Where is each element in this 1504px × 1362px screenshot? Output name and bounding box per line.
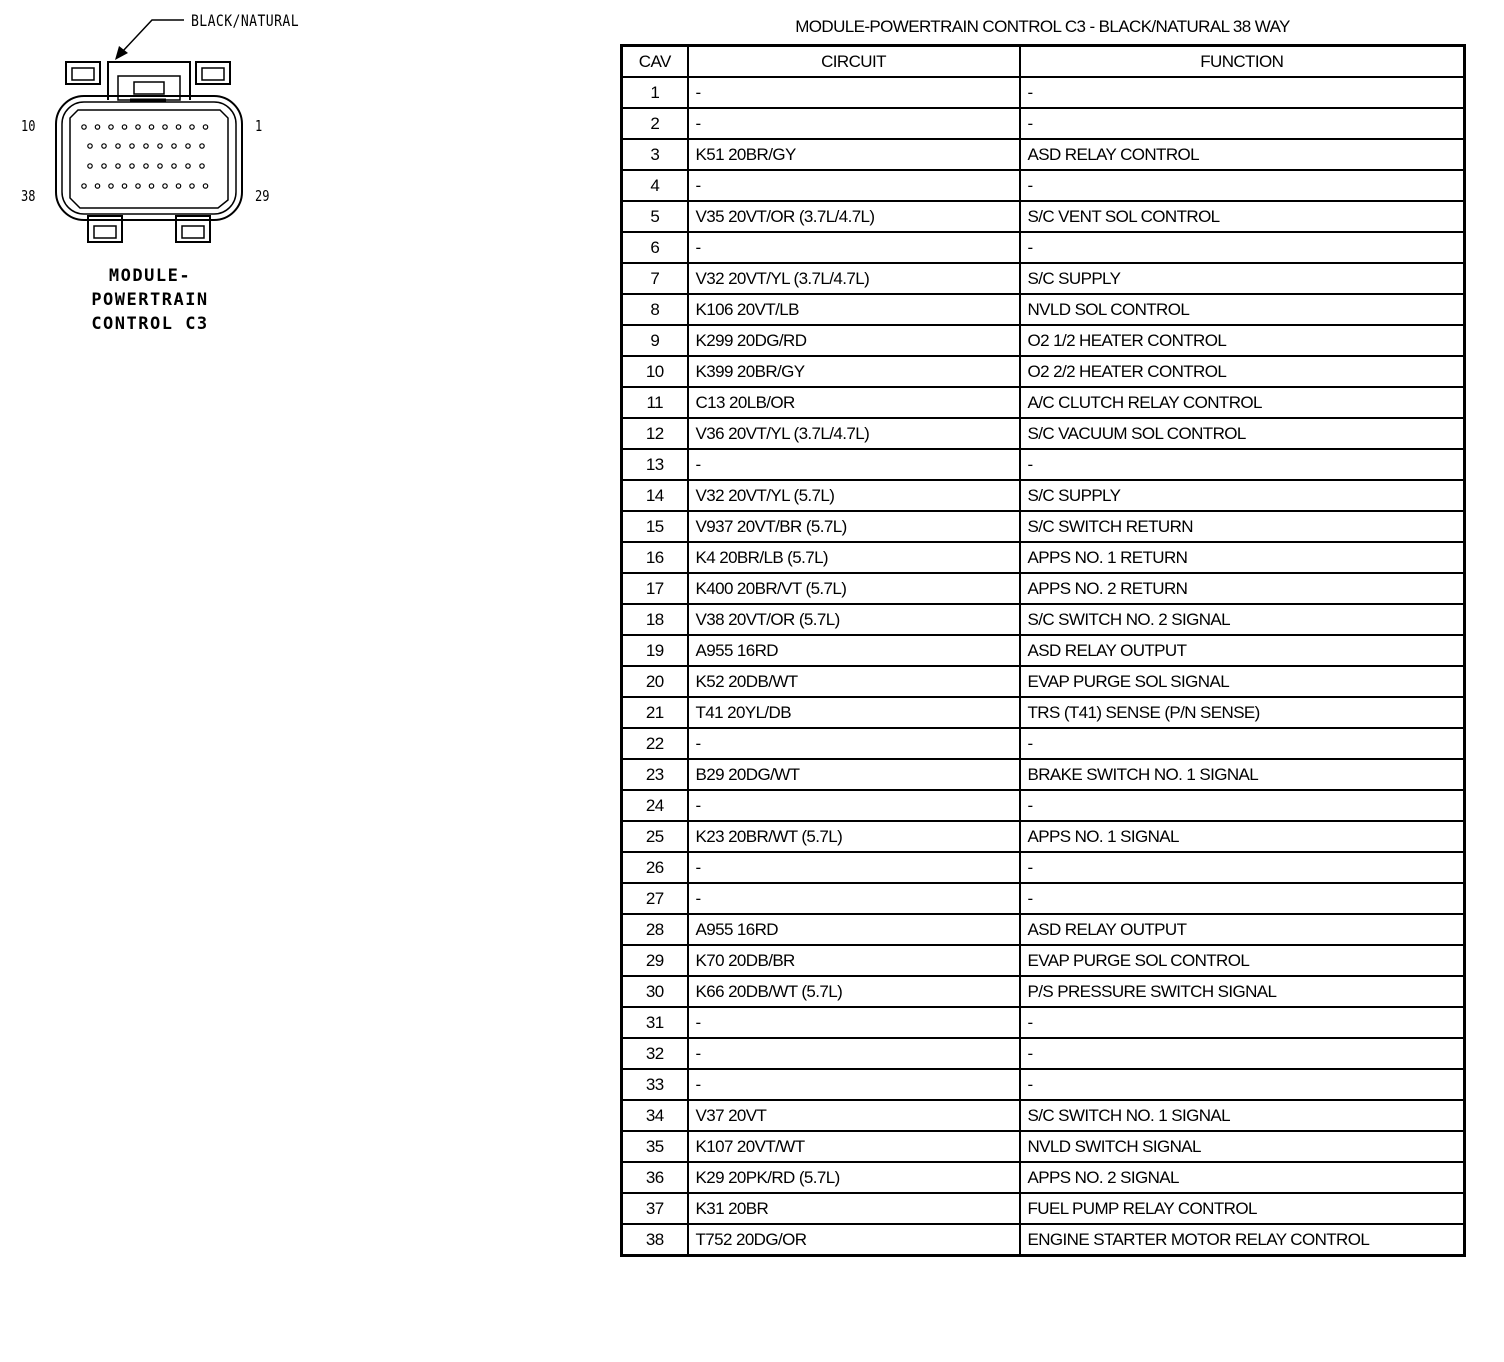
cavity-dot (186, 144, 190, 148)
table-row (622, 325, 1465, 356)
cavity-dot (172, 144, 176, 148)
cavity-dot (203, 125, 207, 129)
function-cell: EVAP PURGE SOL CONTROL (1020, 945, 1465, 976)
function-cell: - (1020, 883, 1465, 914)
cavity-dot (149, 184, 153, 188)
function-cell: ENGINE STARTER MOTOR RELAY CONTROL (1020, 1224, 1465, 1256)
circuit-cell: - (688, 449, 1020, 480)
circuit-cell: - (688, 728, 1020, 759)
circuit-cell: K399 20BR/GY (688, 356, 1020, 387)
cavity-dot (136, 184, 140, 188)
cav-cell: 37 (622, 1193, 688, 1224)
cavity-dot (122, 125, 126, 129)
cavity-dot (88, 164, 92, 168)
header-circuit: CIRCUIT (688, 46, 1020, 78)
cav-cell: 5 (622, 201, 688, 232)
cavity-dot (116, 144, 120, 148)
table-row (622, 635, 1465, 666)
circuit-cell: V38 20VT/OR (5.7L) (688, 604, 1020, 635)
cav-cell: 9 (622, 325, 688, 356)
table-row (622, 356, 1465, 387)
cavity-dot (144, 144, 148, 148)
pin-label-top-right: 1 (255, 117, 263, 135)
table-header-row (622, 46, 1465, 78)
circuit-cell: A955 16RD (688, 635, 1020, 666)
cavity-dot (130, 164, 134, 168)
cav-cell: 20 (622, 666, 688, 697)
cav-cell: 11 (622, 387, 688, 418)
cavity-dot (200, 164, 204, 168)
cavity-dot (95, 184, 99, 188)
cavity-dot (203, 184, 207, 188)
cavity-dot (102, 164, 106, 168)
table-row (622, 697, 1465, 728)
function-cell: ASD RELAY OUTPUT (1020, 635, 1465, 666)
table-row (622, 232, 1465, 263)
cavity-dot (190, 125, 194, 129)
function-cell: ASD RELAY OUTPUT (1020, 914, 1465, 945)
table-row (622, 139, 1465, 170)
cavity-dot (122, 184, 126, 188)
module-caption-line: CONTROL C3 (91, 314, 209, 334)
connector-color-callout: BLACK/NATURAL (191, 11, 300, 30)
cavity-dot (158, 164, 162, 168)
function-cell: - (1020, 170, 1465, 201)
cavity-dot (82, 184, 86, 188)
pin-label-bottom-right: 29 (255, 187, 270, 205)
circuit-cell: K106 20VT/LB (688, 294, 1020, 325)
table-row (622, 77, 1465, 108)
pinout-table-title: MODULE-POWERTRAIN CONTROL C3 - BLACK/NATURAL 38 WAY (795, 17, 1290, 36)
circuit-cell: K29 20PK/RD (5.7L) (688, 1162, 1020, 1193)
circuit-cell: K107 20VT/WT (688, 1131, 1020, 1162)
function-cell: BRAKE SWITCH NO. 1 SIGNAL (1020, 759, 1465, 790)
function-cell: APPS NO. 1 SIGNAL (1020, 821, 1465, 852)
circuit-cell: A955 16RD (688, 914, 1020, 945)
function-cell: - (1020, 790, 1465, 821)
circuit-cell: - (688, 790, 1020, 821)
table-row (622, 666, 1465, 697)
circuit-cell: K66 20DB/WT (5.7L) (688, 976, 1020, 1007)
cav-cell: 22 (622, 728, 688, 759)
cavity-dot (102, 144, 106, 148)
module-caption-line: POWERTRAIN (91, 290, 209, 310)
table-row (622, 1100, 1465, 1131)
function-cell: - (1020, 852, 1465, 883)
table-row (622, 1193, 1465, 1224)
table-row (622, 1224, 1465, 1256)
cavity-dot (116, 164, 120, 168)
callout-leader-line (122, 20, 184, 52)
cav-cell: 4 (622, 170, 688, 201)
cavity-dots (82, 125, 208, 188)
cav-cell: 18 (622, 604, 688, 635)
circuit-cell: K70 20DB/BR (688, 945, 1020, 976)
connector-face-drawing (0, 0, 330, 250)
table-row (622, 1007, 1465, 1038)
right-bottom-foot-inner (182, 226, 204, 238)
table-row (622, 511, 1465, 542)
cav-cell: 27 (622, 883, 688, 914)
function-cell: S/C VENT SOL CONTROL (1020, 201, 1465, 232)
circuit-cell: - (688, 77, 1020, 108)
cav-cell: 1 (622, 77, 688, 108)
left-bottom-foot-inner (94, 226, 116, 238)
table-row (622, 1069, 1465, 1100)
table-row (622, 1131, 1465, 1162)
table-row (622, 852, 1465, 883)
cav-cell: 21 (622, 697, 688, 728)
circuit-cell: K4 20BR/LB (5.7L) (688, 542, 1020, 573)
cavity-dot (149, 125, 153, 129)
cav-cell: 13 (622, 449, 688, 480)
connector-housing-outer (56, 96, 242, 220)
function-cell: S/C SUPPLY (1020, 263, 1465, 294)
circuit-cell: - (688, 232, 1020, 263)
function-cell: NVLD SWITCH SIGNAL (1020, 1131, 1465, 1162)
cav-cell: 29 (622, 945, 688, 976)
circuit-cell: - (688, 170, 1020, 201)
module-caption (60, 264, 240, 336)
cavity-dot (172, 164, 176, 168)
function-cell: O2 1/2 HEATER CONTROL (1020, 325, 1465, 356)
circuit-cell: K299 20DG/RD (688, 325, 1020, 356)
cavity-dot (158, 144, 162, 148)
table-row (622, 604, 1465, 635)
function-cell: APPS NO. 2 SIGNAL (1020, 1162, 1465, 1193)
circuit-cell: K52 20DB/WT (688, 666, 1020, 697)
cav-cell: 36 (622, 1162, 688, 1193)
circuit-cell: K51 20BR/GY (688, 139, 1020, 170)
circuit-cell: - (688, 883, 1020, 914)
cav-cell: 34 (622, 1100, 688, 1131)
function-cell: S/C SWITCH RETURN (1020, 511, 1465, 542)
table-row (622, 449, 1465, 480)
cav-cell: 14 (622, 480, 688, 511)
cavity-dot (130, 144, 134, 148)
cav-cell: 6 (622, 232, 688, 263)
connector-diagram (0, 0, 330, 340)
cav-cell: 19 (622, 635, 688, 666)
cav-cell: 23 (622, 759, 688, 790)
table-row (622, 542, 1465, 573)
circuit-cell: K31 20BR (688, 1193, 1020, 1224)
circuit-cell: V35 20VT/OR (3.7L/4.7L) (688, 201, 1020, 232)
function-cell: S/C SWITCH NO. 1 SIGNAL (1020, 1100, 1465, 1131)
pin-label-bottom-left: 38 (21, 187, 36, 205)
cav-cell: 17 (622, 573, 688, 604)
circuit-cell: - (688, 1069, 1020, 1100)
cav-cell: 10 (622, 356, 688, 387)
module-caption-line: MODULE- (108, 266, 192, 286)
cavity-dot (186, 164, 190, 168)
table-row (622, 790, 1465, 821)
right-top-ear-inner (202, 68, 224, 80)
table-row (622, 418, 1465, 449)
circuit-cell: V32 20VT/YL (3.7L/4.7L) (688, 263, 1020, 294)
function-cell: - (1020, 108, 1465, 139)
function-cell: O2 2/2 HEATER CONTROL (1020, 356, 1465, 387)
function-cell: - (1020, 1038, 1465, 1069)
circuit-cell: B29 20DG/WT (688, 759, 1020, 790)
circuit-cell: K400 20BR/VT (5.7L) (688, 573, 1020, 604)
cav-cell: 7 (622, 263, 688, 294)
cavity-dot (88, 144, 92, 148)
cavity-dot (82, 125, 86, 129)
table-row (622, 170, 1465, 201)
table-row (622, 945, 1465, 976)
function-cell: - (1020, 728, 1465, 759)
circuit-cell: K23 20BR/WT (5.7L) (688, 821, 1020, 852)
function-cell: EVAP PURGE SOL SIGNAL (1020, 666, 1465, 697)
circuit-cell: T752 20DG/OR (688, 1224, 1020, 1256)
circuit-cell: - (688, 852, 1020, 883)
cavity-dot (109, 125, 113, 129)
cavity-dot (176, 184, 180, 188)
cav-cell: 31 (622, 1007, 688, 1038)
function-cell: APPS NO. 1 RETURN (1020, 542, 1465, 573)
pinout-table-body (622, 77, 1465, 1256)
left-top-ear-inner (72, 68, 94, 80)
circuit-cell: C13 20LB/OR (688, 387, 1020, 418)
cav-cell: 16 (622, 542, 688, 573)
function-cell: - (1020, 232, 1465, 263)
cav-cell: 8 (622, 294, 688, 325)
pin-label-top-left: 10 (21, 117, 36, 135)
function-cell: ASD RELAY CONTROL (1020, 139, 1465, 170)
function-cell: P/S PRESSURE SWITCH SIGNAL (1020, 976, 1465, 1007)
function-cell: FUEL PUMP RELAY CONTROL (1020, 1193, 1465, 1224)
table-row (622, 759, 1465, 790)
cav-cell: 33 (622, 1069, 688, 1100)
header-cav: CAV (622, 46, 688, 78)
cavity-dot (176, 125, 180, 129)
circuit-cell: - (688, 1007, 1020, 1038)
cav-cell: 15 (622, 511, 688, 542)
circuit-cell: - (688, 1038, 1020, 1069)
cav-cell: 32 (622, 1038, 688, 1069)
connector-housing-inner (62, 102, 236, 214)
cav-cell: 38 (622, 1224, 688, 1256)
function-cell: NVLD SOL CONTROL (1020, 294, 1465, 325)
function-cell: S/C SWITCH NO. 2 SIGNAL (1020, 604, 1465, 635)
cavity-dot (163, 125, 167, 129)
cav-cell: 26 (622, 852, 688, 883)
table-row (622, 1162, 1465, 1193)
table-row (622, 1038, 1465, 1069)
table-row (622, 914, 1465, 945)
circuit-cell: T41 20YL/DB (688, 697, 1020, 728)
circuit-cell: V37 20VT (688, 1100, 1020, 1131)
function-cell: TRS (T41) SENSE (P/N SENSE) (1020, 697, 1465, 728)
table-row (622, 201, 1465, 232)
table-row (622, 480, 1465, 511)
circuit-cell: V36 20VT/YL (3.7L/4.7L) (688, 418, 1020, 449)
latch-tab (134, 82, 164, 94)
cav-cell: 25 (622, 821, 688, 852)
circuit-cell: - (688, 108, 1020, 139)
circuit-cell: V32 20VT/YL (5.7L) (688, 480, 1020, 511)
cav-cell: 2 (622, 108, 688, 139)
cavity-dot (95, 125, 99, 129)
table-row (622, 573, 1465, 604)
table-row (622, 294, 1465, 325)
function-cell: - (1020, 1069, 1465, 1100)
function-cell: S/C VACUUM SOL CONTROL (1020, 418, 1465, 449)
cav-cell: 35 (622, 1131, 688, 1162)
cav-cell: 28 (622, 914, 688, 945)
table-row (622, 728, 1465, 759)
cav-cell: 30 (622, 976, 688, 1007)
cav-cell: 12 (622, 418, 688, 449)
cav-cell: 3 (622, 139, 688, 170)
table-row (622, 263, 1465, 294)
function-cell: - (1020, 77, 1465, 108)
function-cell: APPS NO. 2 RETURN (1020, 573, 1465, 604)
header-function: FUNCTION (1020, 46, 1465, 78)
table-row (622, 821, 1465, 852)
function-cell: S/C SUPPLY (1020, 480, 1465, 511)
cavity-dot (190, 184, 194, 188)
table-row (622, 108, 1465, 139)
table-row (622, 976, 1465, 1007)
cavity-dot (136, 125, 140, 129)
function-cell: - (1020, 449, 1465, 480)
table-row (622, 883, 1465, 914)
cavity-dot (163, 184, 167, 188)
function-cell: - (1020, 1007, 1465, 1038)
cav-cell: 24 (622, 790, 688, 821)
function-cell: A/C CLUTCH RELAY CONTROL (1020, 387, 1465, 418)
pinout-table (620, 44, 1466, 1257)
table-row (622, 387, 1465, 418)
cavity-dot (200, 144, 204, 148)
circuit-cell: V937 20VT/BR (5.7L) (688, 511, 1020, 542)
cavity-dot (109, 184, 113, 188)
cavity-dot (144, 164, 148, 168)
